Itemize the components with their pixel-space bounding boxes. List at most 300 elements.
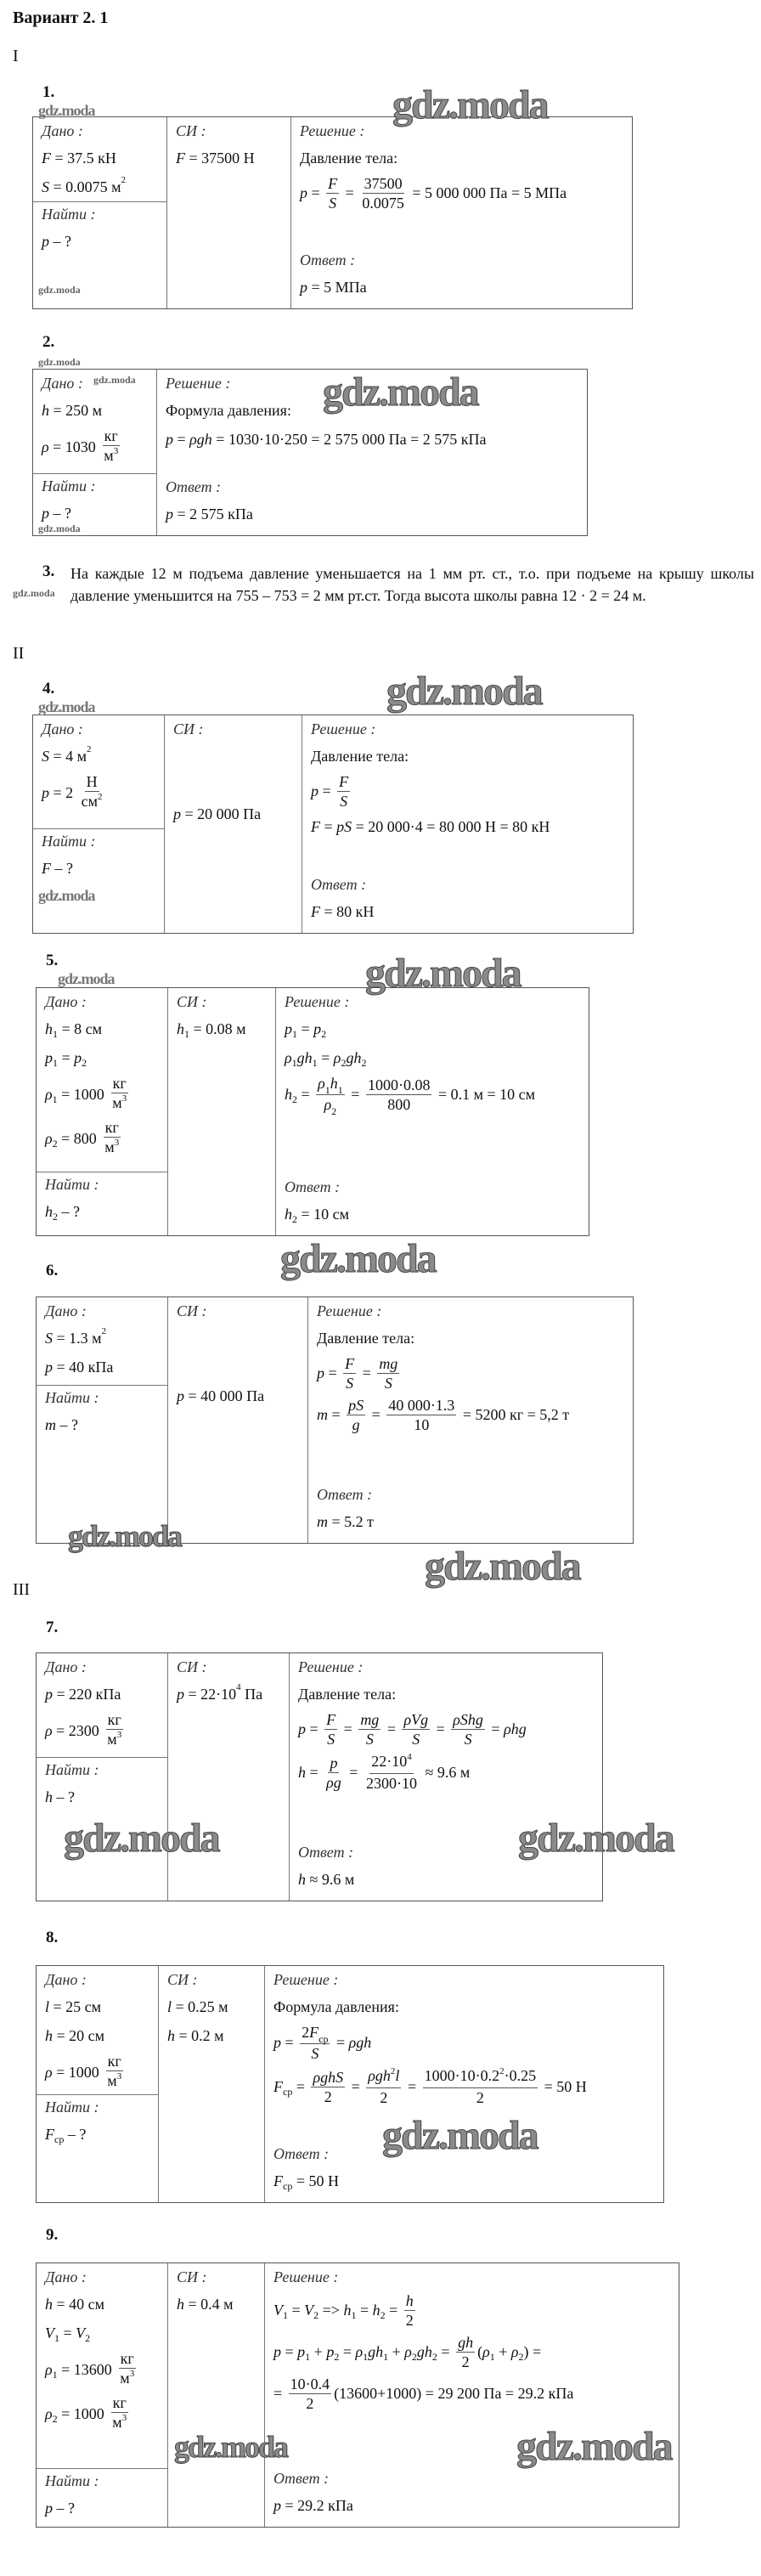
fraction-numerator — [326, 174, 339, 194]
math-subscript: 1 — [351, 2309, 357, 2321]
math-variable: ρ — [285, 1048, 292, 1066]
math-variable: ρgh — [368, 2067, 391, 2084]
fraction-numerator — [386, 1396, 456, 1415]
fraction-denominator — [383, 1374, 394, 1393]
fraction-denominator — [364, 1774, 419, 1793]
math-subscript: 1 — [184, 1027, 189, 1040]
math-text: = 1000 — [57, 1085, 109, 1103]
math-text: 2 — [405, 2312, 414, 2329]
math-variable: p — [317, 1364, 324, 1381]
math-subscript: 1 — [52, 1093, 58, 1105]
given-line — [45, 1710, 159, 1751]
math-subscript: 1 — [291, 1056, 297, 1069]
given-column — [33, 370, 156, 535]
part-heading-3: III — [13, 1580, 30, 1599]
solution-line — [166, 427, 578, 452]
task-table — [36, 2262, 679, 2528]
math-fraction — [337, 772, 350, 811]
fraction-denominator — [323, 1095, 339, 1116]
math-text: ≈ 9.6 м — [420, 1763, 471, 1781]
math-variable: S — [42, 747, 49, 765]
given-line — [45, 1045, 159, 1071]
math-variable: p — [166, 430, 173, 448]
find-heading: Найти : — [45, 2472, 99, 2489]
find-line — [45, 2495, 159, 2521]
solution-line — [298, 1752, 594, 1793]
given-line — [45, 1681, 159, 1707]
watermark-logo: gdz.moda — [38, 356, 81, 368]
si-heading: СИ : — [177, 2268, 207, 2285]
part-heading-2: II — [13, 644, 25, 663]
math-variable: F — [311, 902, 320, 920]
si-line — [173, 743, 293, 769]
math-variable: ρ — [42, 438, 49, 455]
math-text: 2 — [306, 2395, 314, 2412]
math-variable: p — [313, 1020, 322, 1037]
math-variable: ρ — [333, 1048, 341, 1066]
given-line — [45, 2320, 159, 2346]
solution-heading: Решение : — [273, 1971, 339, 1988]
math-fraction — [324, 1754, 343, 1792]
math-text: = 4 м — [49, 747, 87, 765]
math-text: = 1.3 м — [53, 1329, 102, 1347]
math-text: = 50 Н — [292, 2172, 339, 2189]
fraction-denominator — [323, 2087, 334, 2106]
math-fraction — [316, 1074, 345, 1116]
math-text: = — [288, 2302, 305, 2319]
answer-line — [298, 1867, 594, 1892]
math-variable: m — [45, 1415, 56, 1433]
math-text: = 5.2 т — [328, 1512, 375, 1530]
math-text: 10·0.4 — [290, 2375, 330, 2392]
math-text: м — [104, 1138, 115, 1155]
answer-heading: Ответ : — [298, 1844, 354, 1861]
solution-line — [273, 2291, 670, 2330]
answer-line — [273, 2168, 655, 2194]
given-line — [45, 2393, 159, 2434]
math-text: = 13600 — [57, 2360, 116, 2378]
math-text: = — [59, 2324, 76, 2342]
math-text: = 40 см — [53, 2295, 105, 2313]
math-text: = 0.0075 м — [49, 178, 121, 195]
si-line — [173, 801, 293, 827]
math-variable: F — [45, 2125, 54, 2143]
math-variable: p — [45, 1358, 53, 1376]
math-variable: h — [285, 1205, 292, 1223]
math-text: м — [107, 2072, 117, 2089]
si-line — [177, 2291, 256, 2317]
math-text: = 1000 — [57, 2404, 109, 2422]
math-superscript: 2 — [499, 2066, 505, 2076]
task-number: 5. — [46, 952, 59, 969]
math-variable: ρ — [510, 2343, 519, 2360]
given-section — [37, 1966, 158, 2095]
watermark-logo: gdz.moda — [425, 1544, 580, 1589]
math-fraction — [347, 1396, 365, 1434]
find-heading: Найти : — [45, 2099, 99, 2116]
solution-line — [298, 1681, 594, 1707]
fraction-numerator — [119, 2349, 136, 2369]
math-variable: h — [405, 2292, 414, 2309]
watermark-logo: gdz.moda — [516, 2424, 672, 2469]
math-fraction — [366, 1076, 432, 1114]
solution-line — [298, 1710, 594, 1748]
math-text: = — [306, 1720, 323, 1737]
answer-line — [317, 1509, 624, 1534]
math-text: = 250 м — [49, 401, 103, 419]
task-table — [36, 1296, 634, 1544]
answer-heading: Ответ : — [285, 1178, 341, 1195]
math-text: = — [356, 2302, 373, 2319]
math-text: = 5200 кг = 5,2 т — [459, 1406, 570, 1423]
math-variable: h — [343, 2302, 352, 2319]
answer-heading: Ответ : — [300, 251, 356, 268]
given-line — [42, 772, 155, 813]
math-text: Давление тела: — [311, 747, 409, 765]
math-fraction — [105, 1710, 123, 1751]
math-variable: ρgh — [189, 430, 212, 448]
solution-heading: Решение : — [298, 1658, 364, 1675]
math-subscript: 1 — [489, 2351, 495, 2363]
math-variable: ρ — [45, 2404, 53, 2422]
find-heading: Найти : — [45, 1389, 99, 1406]
si-line — [177, 1016, 267, 1042]
math-text: – ? — [53, 1788, 75, 1805]
math-subscript: 1 — [312, 1056, 318, 1069]
fraction-numerator — [85, 772, 99, 792]
math-superscript: 2 — [101, 1326, 107, 1336]
given-line — [45, 2291, 159, 2317]
math-superscript: 3 — [114, 1138, 120, 1148]
fraction-numerator — [316, 1074, 345, 1095]
math-variable: p — [273, 2034, 281, 2051]
math-text: = — [345, 1763, 362, 1781]
fraction-denominator — [386, 1095, 412, 1114]
watermark-logo: gdz.moda — [323, 370, 478, 415]
find-line — [42, 229, 158, 254]
fraction-numerator — [404, 2291, 415, 2311]
math-variable: p — [74, 1048, 82, 1066]
given-column — [33, 117, 166, 308]
math-variable: V — [45, 2324, 54, 2342]
solution-line — [285, 1074, 580, 1116]
math-text: – ? — [56, 1415, 78, 1433]
math-text: = 2 575 кПа — [173, 505, 253, 523]
math-text: 2 — [380, 2089, 388, 2106]
part-heading-1: I — [13, 47, 19, 65]
task-table — [36, 1965, 664, 2203]
watermark-logo: gdz.moda — [64, 1816, 219, 1861]
fraction-numerator — [347, 1396, 365, 1415]
math-text: м — [112, 2414, 122, 2431]
math-text: 22·10 — [371, 1753, 408, 1770]
math-text: см — [81, 793, 99, 810]
math-text: = 37.5 кН — [51, 149, 116, 167]
math-fraction — [324, 1710, 337, 1748]
given-heading: Дано : — [42, 720, 83, 737]
math-text: = — [320, 817, 337, 835]
fraction-numerator — [451, 1710, 485, 1730]
math-text: 2 — [302, 2024, 310, 2041]
math-variable: l — [395, 2067, 400, 2084]
math-text: = — [58, 1048, 75, 1066]
math-subscript: 1 — [337, 1084, 343, 1096]
math-variable: mg — [379, 1355, 398, 1372]
math-fraction — [110, 1074, 128, 1115]
si-line — [177, 1325, 299, 1351]
math-variable: S — [329, 195, 337, 212]
math-variable: F — [273, 2172, 283, 2189]
watermark-logo: gdz.moda — [38, 887, 95, 904]
math-text: = 1000 — [52, 2063, 104, 2081]
math-text: = — [339, 2343, 356, 2360]
solution-column — [302, 715, 633, 933]
answer-line — [166, 501, 578, 527]
math-variable: m — [317, 1406, 328, 1423]
given-line — [42, 427, 148, 467]
math-variable: h — [285, 1086, 292, 1103]
math-superscript: 3 — [129, 2369, 135, 2379]
given-heading: Дано : — [42, 375, 83, 392]
given-column — [37, 2263, 167, 2527]
math-subscript: 2 — [53, 1210, 58, 1223]
math-variable: mg — [360, 1711, 380, 1728]
math-fraction — [300, 2023, 330, 2063]
given-line — [42, 743, 155, 769]
answer-heading: Ответ : — [166, 478, 222, 495]
math-superscript: 3 — [116, 1730, 122, 1740]
given-line — [42, 174, 158, 200]
math-text: 2 — [461, 2353, 470, 2370]
math-subscript: 1 — [53, 1027, 58, 1040]
math-fraction — [377, 1354, 399, 1393]
math-variable: p — [297, 2343, 306, 2360]
math-text: 40 000·1.3 — [388, 1397, 455, 1414]
given-line — [45, 1994, 149, 2020]
math-text: 800 — [387, 1096, 411, 1113]
math-subscript: ср — [283, 2179, 293, 2192]
math-fraction — [102, 427, 120, 467]
math-superscript: 4 — [407, 1752, 412, 1762]
math-superscript: 4 — [236, 1682, 241, 1692]
solution-column — [264, 2263, 679, 2527]
math-variable: p — [42, 783, 49, 801]
math-text: = 40 000 Па — [184, 1387, 265, 1404]
solution-line — [273, 2333, 670, 2371]
fraction-numerator — [111, 1074, 128, 1093]
answer-heading: Ответ : — [311, 876, 367, 893]
given-section — [37, 988, 167, 1172]
math-text: 1000·0.08 — [367, 1076, 431, 1093]
task-3-number: 3. — [42, 562, 55, 580]
math-text: – ? — [64, 2125, 87, 2143]
answer-section — [300, 251, 623, 303]
math-variable: p — [311, 782, 318, 799]
math-fraction — [456, 2333, 475, 2371]
si-column — [167, 1297, 307, 1543]
math-text: = 20 000 Па — [181, 805, 262, 822]
math-text: кг — [104, 427, 118, 444]
solution-line — [273, 2023, 655, 2063]
fraction-denominator — [475, 2088, 486, 2107]
math-text: + — [388, 2343, 405, 2360]
solution-line — [300, 145, 623, 171]
task-number: 9. — [46, 2226, 59, 2244]
math-fraction — [110, 2393, 128, 2434]
math-variable: ρ — [45, 2063, 53, 2081]
math-superscript: 2 — [121, 175, 127, 185]
watermark-logo: gdz.moda — [280, 1236, 436, 1281]
math-variable: F — [273, 2077, 283, 2095]
math-variable: p — [330, 1754, 338, 1771]
math-text: = — [297, 1086, 314, 1103]
solution-line — [317, 1325, 624, 1351]
si-heading: СИ : — [167, 1971, 198, 1988]
math-variable: S — [340, 793, 348, 810]
math-text: м — [104, 447, 114, 464]
solution-line — [300, 174, 623, 212]
watermark-logo: gdz.moda — [38, 523, 81, 534]
task-number: 8. — [46, 1929, 59, 1946]
fraction-numerator — [366, 2066, 401, 2088]
watermark-logo: gdz.moda — [392, 82, 548, 127]
math-variable: V — [76, 2324, 86, 2342]
math-text: м — [120, 2370, 130, 2387]
math-variable: h — [177, 2295, 184, 2313]
fraction-numerator — [106, 2052, 123, 2071]
task-number: 4. — [42, 680, 55, 698]
given-line — [45, 2349, 159, 2390]
math-variable: F — [42, 859, 51, 877]
watermark-logo: gdz.moda — [518, 1816, 674, 1861]
math-text: + — [494, 2343, 511, 2360]
math-text: Н — [86, 773, 98, 790]
si-column — [167, 1653, 289, 1901]
math-subscript: ср — [54, 2133, 65, 2145]
math-variable: h — [45, 2295, 53, 2313]
fraction-denominator — [105, 1730, 123, 1751]
fraction-denominator — [325, 1730, 336, 1748]
math-subscript: 1 — [383, 2351, 389, 2363]
math-text — [177, 1359, 181, 1376]
fraction-denominator — [360, 194, 406, 212]
solution-heading: Решение : — [300, 122, 365, 139]
task-number: 7. — [46, 1618, 59, 1636]
math-variable: ρ — [318, 1075, 325, 1092]
math-text: Давление тела: — [317, 1329, 415, 1347]
math-text: = — [281, 2343, 298, 2360]
math-subscript: 2 — [411, 2351, 417, 2363]
math-text: = — [281, 2034, 298, 2051]
answer-section — [273, 2470, 670, 2522]
math-variable: p — [173, 805, 181, 822]
fraction-numerator — [456, 2333, 475, 2353]
math-text: кг — [104, 1119, 119, 1136]
math-variable: h — [177, 1020, 184, 1037]
math-text: 37500 — [364, 175, 403, 192]
watermark-logo: gdz.moda — [38, 102, 95, 119]
fraction-numerator — [324, 1710, 337, 1730]
math-variable: l — [45, 1997, 50, 2015]
solution-heading: Решение : — [311, 720, 376, 737]
si-heading: СИ : — [177, 1658, 207, 1675]
solution-line — [311, 743, 624, 769]
fraction-numerator — [402, 1710, 430, 1730]
math-variable: F — [311, 817, 320, 835]
math-text: = — [385, 2302, 402, 2319]
math-text: + — [310, 2343, 327, 2360]
math-subscript: 2 — [85, 2331, 91, 2344]
fraction-numerator — [106, 1710, 123, 1730]
math-text: Давление тела: — [300, 149, 398, 167]
math-fraction — [402, 1710, 430, 1748]
fraction-denominator — [460, 2353, 471, 2371]
math-text: = 1030·10·250 = 2 575 000 Па = 2 575 кПа — [211, 430, 487, 448]
math-fraction — [80, 772, 104, 813]
math-variable: V — [304, 2302, 314, 2319]
math-variable: p — [45, 1685, 53, 1703]
task-number: 1. — [42, 83, 55, 101]
solution-heading: Решение : — [285, 993, 350, 1010]
math-subscript: 1 — [363, 2351, 369, 2363]
math-subscript: 2 — [518, 2351, 524, 2363]
math-superscript: 2 — [390, 2066, 396, 2076]
solution-heading: Решение : — [273, 2268, 339, 2285]
math-text: 2300·10 — [365, 1775, 417, 1792]
math-variable: ρ — [404, 2343, 412, 2360]
math-text: Формула давления: — [166, 401, 291, 419]
math-variable: h — [330, 1075, 338, 1092]
fraction-denominator — [364, 1730, 375, 1748]
given-section — [37, 1653, 167, 1758]
math-variable: h — [372, 2302, 380, 2319]
given-column — [37, 1653, 167, 1901]
math-text: ·0.25 — [504, 2067, 537, 2084]
si-heading: СИ : — [177, 1302, 207, 1319]
watermark-logo: gdz.moda — [38, 284, 81, 296]
fraction-denominator — [410, 1730, 421, 1748]
math-variable: S — [42, 178, 49, 195]
given-line — [45, 1354, 159, 1380]
math-variable: F — [42, 149, 51, 167]
math-fraction — [358, 1710, 380, 1748]
math-variable: S — [384, 1375, 392, 1392]
fraction-denominator — [304, 2394, 315, 2413]
math-subscript: 2 — [313, 2309, 319, 2321]
math-fraction — [118, 2349, 136, 2390]
math-text: = — [318, 782, 335, 799]
solution-line — [311, 772, 624, 811]
find-section — [33, 829, 164, 933]
math-variable: p — [42, 504, 49, 522]
solution-column — [264, 1966, 663, 2202]
math-text: Давление тела: — [298, 1685, 397, 1703]
solution-column — [307, 1297, 633, 1543]
fraction-numerator — [289, 2375, 332, 2394]
math-text: = 20 см — [53, 2026, 105, 2044]
math-variable: p — [300, 278, 307, 296]
fraction-denominator — [110, 2413, 128, 2434]
math-fraction — [423, 2066, 538, 2107]
math-variable: ρVg — [403, 1711, 429, 1728]
given-heading: Дано : — [45, 993, 87, 1010]
math-subscript: ср — [283, 2085, 293, 2098]
task-table — [36, 987, 589, 1236]
math-variable: g — [352, 1416, 360, 1433]
find-heading: Найти : — [42, 477, 96, 494]
math-text: Па — [240, 1685, 263, 1703]
answer-section — [166, 478, 578, 530]
